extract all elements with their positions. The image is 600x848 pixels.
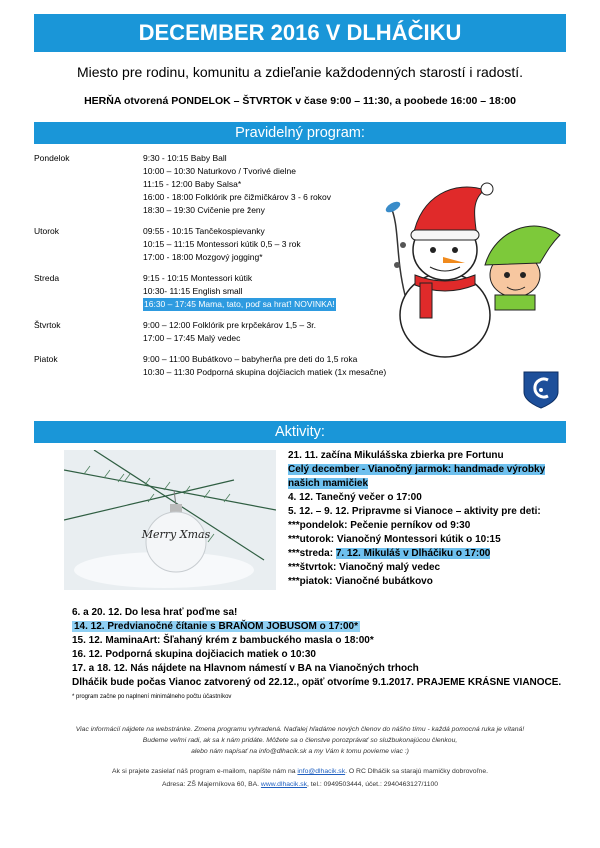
aktivity-header: Aktivity: bbox=[34, 421, 566, 443]
email-link[interactable]: info@dlhacik.sk bbox=[297, 768, 346, 775]
schedule-item: 10:30 – 11:30 Podporná skupina dojčiacich matiek (1x mesačne) bbox=[143, 367, 387, 377]
schedule-item: 10:30- 11:15 English small bbox=[143, 286, 243, 296]
list-item: Dlháčik bude počas Vianoc zatvorený od 22.12., opäť otvoríme 9.1.2017. PRAJEME KRÁSNE VIANOCE. bbox=[72, 677, 562, 688]
schedule-item: 9:00 – 12:00 Folklórik pre krpčekárov 1,5 – 3r. bbox=[143, 320, 316, 330]
aktivity-list bbox=[288, 449, 578, 589]
schedule-item: 9:00 – 11:00 Bubátkovo – babyherňa pre deti do 1,5 roka bbox=[143, 354, 358, 364]
christmas-ornament-photo bbox=[64, 450, 276, 590]
list-item: ***štvrtok: Vianočný malý vedec bbox=[288, 562, 441, 573]
list-item-highlight: Celý december - Vianočný jarmok: handmade výrobky bbox=[288, 464, 546, 475]
list-item: ***piatok: Vianočné bubátkovo bbox=[288, 576, 433, 587]
day-label: Streda bbox=[34, 273, 60, 283]
day-label: Pondelok bbox=[34, 153, 70, 163]
page-title: DECEMBER 2016 V DLHÁČIKU bbox=[34, 14, 566, 52]
subtitle: Miesto pre rodinu, komunitu a zdieľanie každodenných starostí i radostí. bbox=[76, 64, 524, 80]
schedule-item: 11:15 - 12:00 Baby Salsa* bbox=[143, 179, 242, 189]
schedule bbox=[34, 152, 387, 387]
list-item-highlight: 7. 12. Mikuláš v Dlháčiku o 17:00 bbox=[335, 548, 491, 559]
list-item: 6. a 20. 12. Do lesa hrať poďme sa! bbox=[72, 607, 238, 618]
footer-text: , tel.: 0949503444, účet.: 2940463127/1100 bbox=[307, 781, 439, 788]
website-link[interactable]: www.dlhacik.sk bbox=[260, 781, 308, 788]
footer-line: Budeme veľmi radi, ak sa k nám pridáte. Môžete sa o členstve porozprávať so službukonajúcou členkou, bbox=[142, 737, 458, 744]
list-item: ***streda: bbox=[288, 548, 336, 559]
schedule-item: 09:55 - 10:15 Tančekospievanky bbox=[143, 226, 265, 236]
ornament-text: Merry Xmas bbox=[141, 528, 211, 541]
schedule-item: 9:15 - 10:15 Montessori kútik bbox=[143, 273, 253, 283]
schedule-item: 18:30 – 19:30 Cvičenie pre ženy bbox=[143, 205, 265, 215]
list-item: 5. 12. – 9. 12. Pripravme si Vianoce – aktivity pre deti: bbox=[288, 506, 541, 517]
schedule-item-highlight: 16:30 – 17:45 Mama, tato, poď sa hrať! NOVINKA! bbox=[144, 299, 335, 309]
footer-line: Viac informácií nájdete na webstránke. Zmena programu vyhradená. Naďalej hľadáme nových členov do nášho tímu - každá pomocná ruka je vítaná! bbox=[75, 726, 525, 733]
list-item: ***utorok: Vianočný Montessori kútik o 10:15 bbox=[288, 534, 501, 545]
schedule-item: 17:00 – 17:45 Malý vedec bbox=[143, 333, 241, 343]
day-label: Utorok bbox=[34, 226, 60, 236]
list-item: 15. 12. MaminaArt: Šľahaný krém z bambuckého masla o 18:00* bbox=[72, 635, 374, 646]
schedule-piatok bbox=[34, 353, 387, 379]
schedule-stvrtok bbox=[34, 319, 374, 345]
herna-hours: HERŇA otvorená PONDELOK – ŠTVRTOK v čase 9:00 – 11:30, a poobede 16:00 – 18:00 bbox=[84, 95, 516, 107]
schedule-item: 10:15 – 11:15 Montessori kútik 0,5 – 3 rok bbox=[143, 239, 301, 249]
schedule-utorok bbox=[34, 225, 374, 264]
footer-contact bbox=[0, 768, 600, 775]
dlhacik-crest-icon bbox=[520, 368, 562, 410]
list-item-highlight: našich mamičiek bbox=[288, 478, 369, 489]
schedule-streda bbox=[34, 272, 374, 311]
footer-text: Adresa: ZŠ Majerníkova 60, BA. bbox=[161, 781, 261, 788]
schedule-item: 17:00 - 18:00 Mozgový jogging* bbox=[143, 252, 263, 262]
snowman-illustration bbox=[375, 175, 565, 365]
footer-text: Ak si prajete zasielať náš program e-mailom, napíšte nám na bbox=[112, 768, 298, 775]
footer-address bbox=[0, 781, 600, 788]
list-item: ***pondelok: Pečenie perníkov od 9:30 bbox=[288, 520, 471, 531]
day-label: Štvrtok bbox=[34, 320, 61, 330]
schedule-pondelok bbox=[34, 152, 374, 217]
list-item: 21. 11. začína Mikulášska zbierka pre Fortunu bbox=[288, 450, 504, 461]
schedule-item: 16:00 - 18:00 Folklórik pre čižmičkárov 3 - 6 rokov bbox=[143, 192, 332, 202]
day-label: Piatok bbox=[34, 354, 58, 364]
schedule-item: 9:30 - 10:15 Baby Ball bbox=[143, 153, 227, 163]
program-note: * program začne po naplnení minimálneho počtu účastníkov bbox=[72, 694, 232, 700]
list-item-highlight: 14. 12. Predvianočné čítanie s BRAŇOM JOBUSOM o 17:00* bbox=[74, 621, 358, 632]
list-item: 16. 12. Podporná skupina dojčiacich matiek o 10:30 bbox=[72, 649, 316, 660]
program-header: Pravidelný program: bbox=[34, 122, 566, 144]
list-item: 17. a 18. 12. Nás nájdete na Hlavnom námestí v BA na Vianočných trhoch bbox=[72, 663, 419, 674]
schedule-item: 10:00 – 10:30 Naturkovo / Tvorivé dielne bbox=[143, 166, 296, 176]
aktivity-list-2 bbox=[72, 606, 572, 704]
list-item: 4. 12. Tanečný večer o 17:00 bbox=[288, 492, 422, 503]
footer-text: . O RC Dlháčik sa starajú mamičky dobrovoľne. bbox=[345, 768, 488, 775]
footer-line: alebo nám napísať na info@dlhacik.sk a my Vám k tomu povieme viac :) bbox=[191, 748, 409, 755]
